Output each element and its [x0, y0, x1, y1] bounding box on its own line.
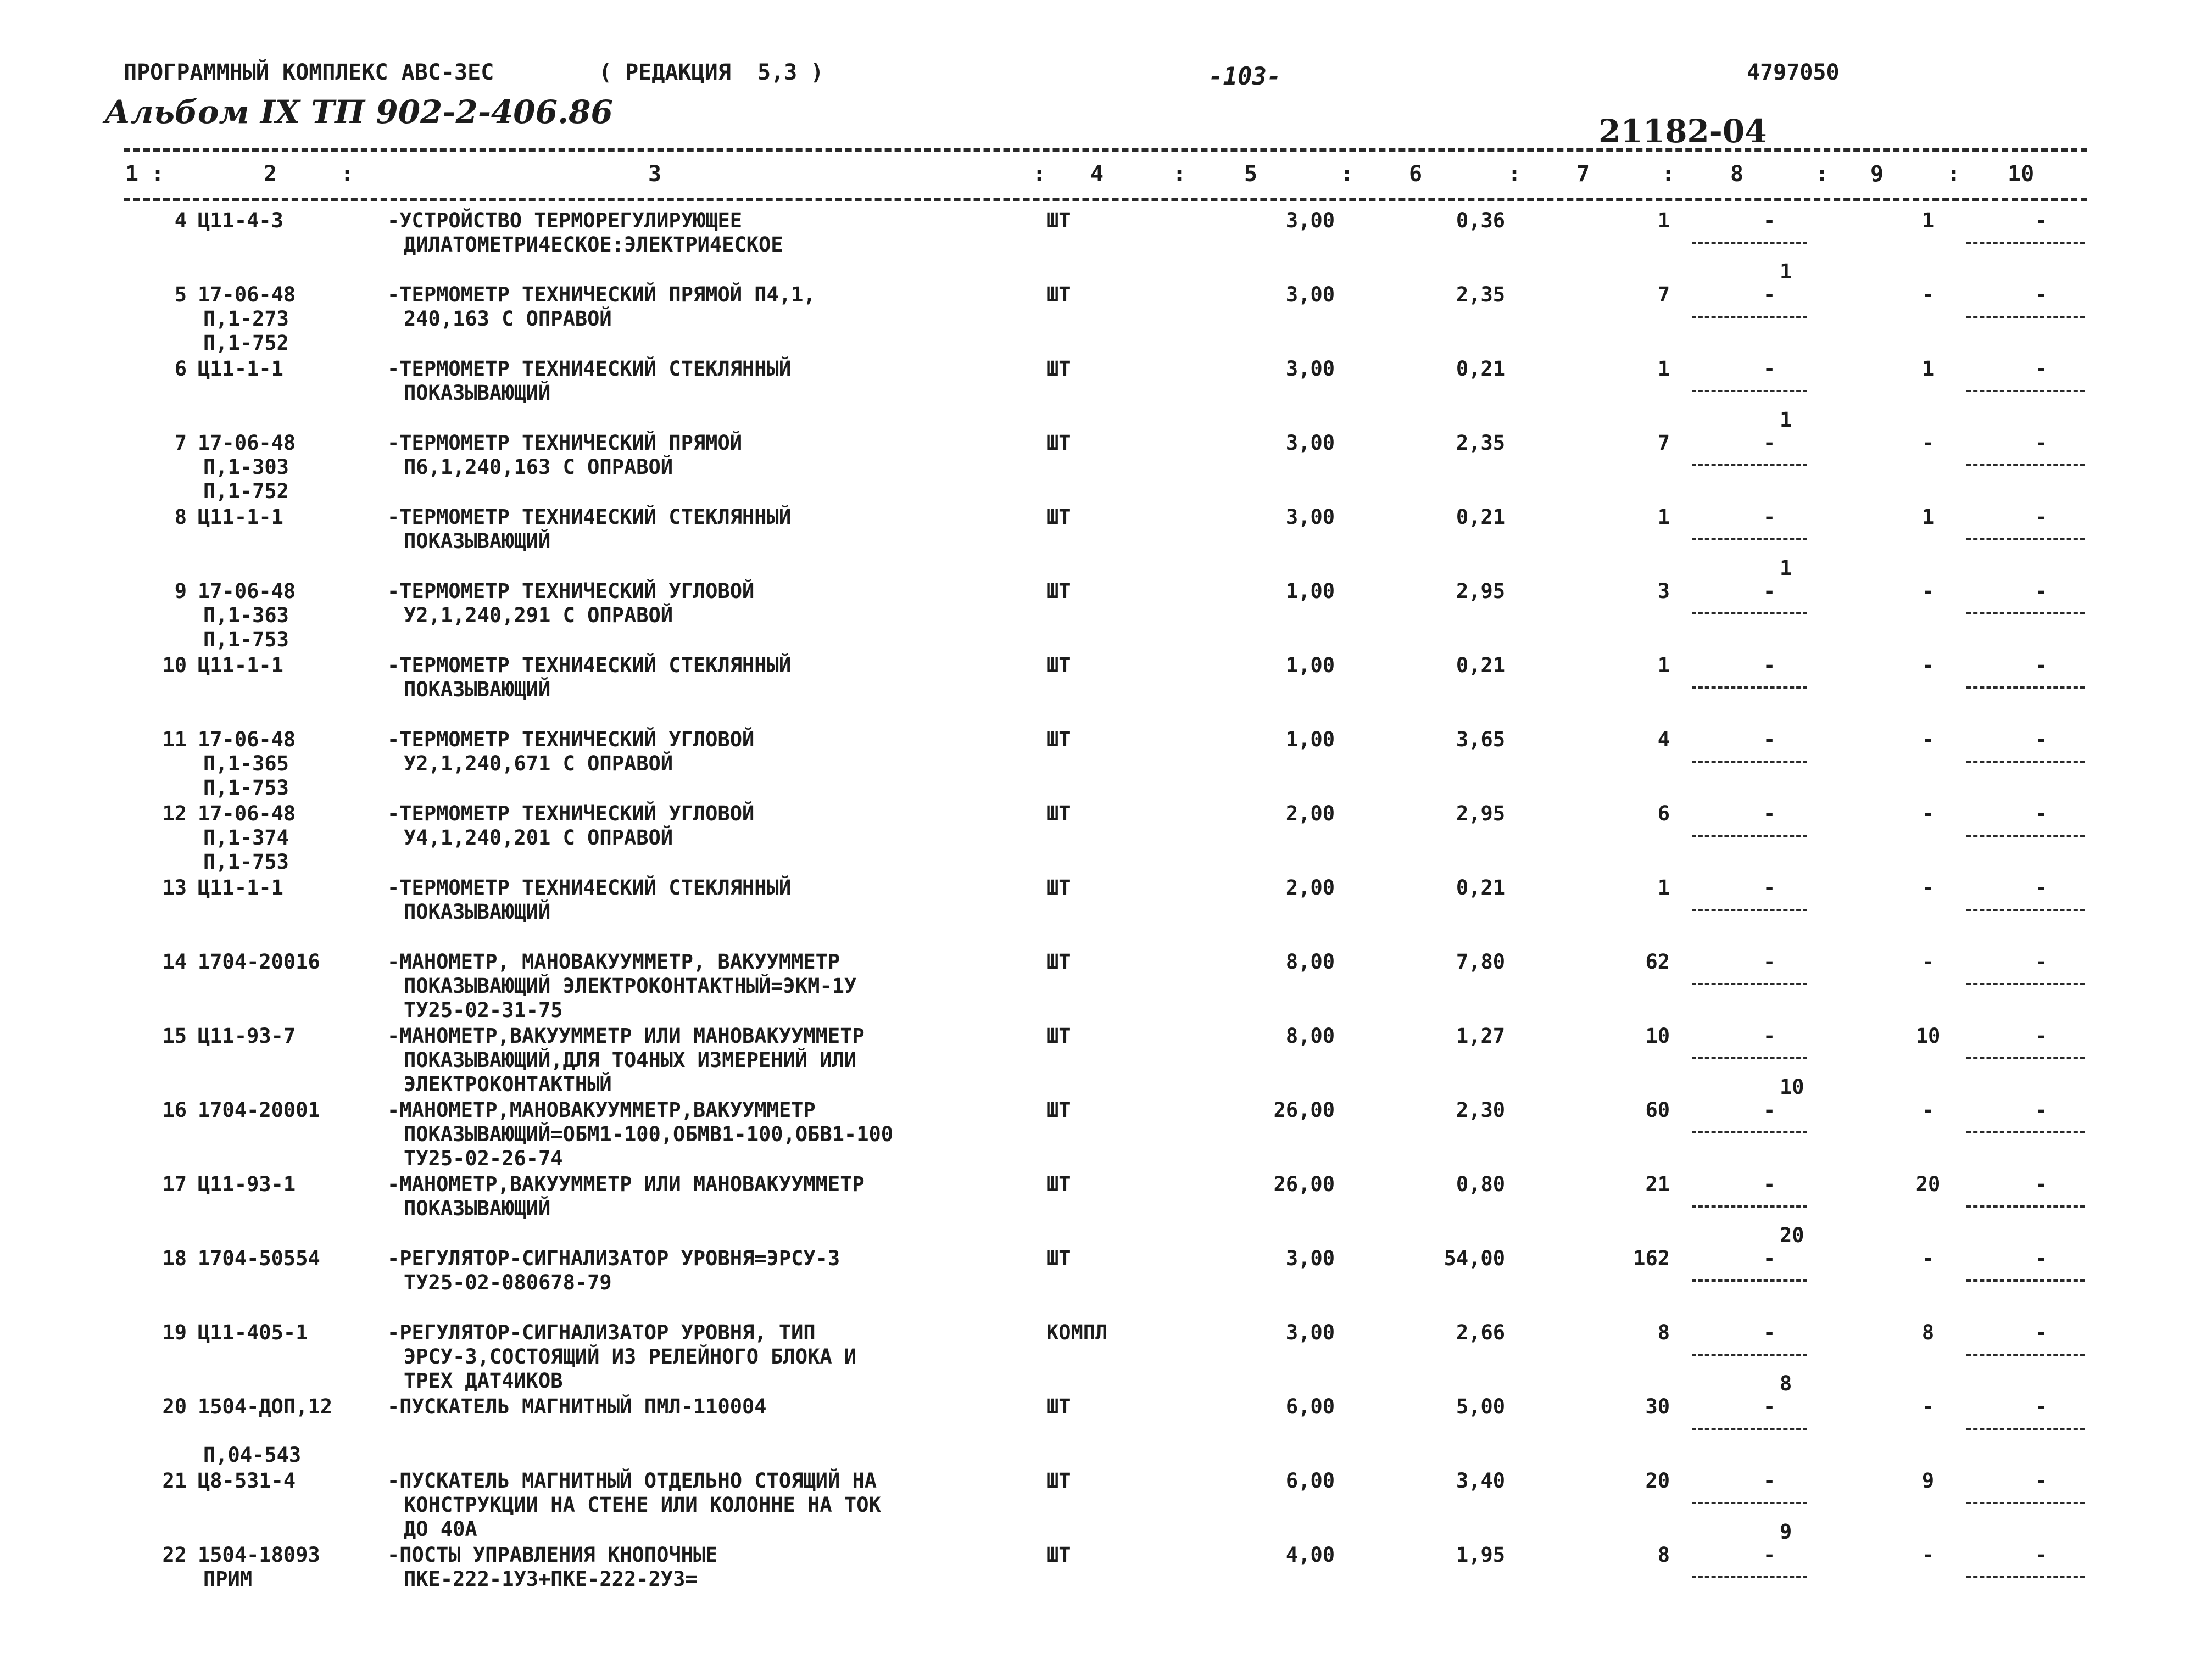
- quantity-value: 3,00: [1285, 505, 1335, 529]
- row-number: 15: [162, 1024, 187, 1048]
- row-number: 12: [162, 802, 187, 825]
- item-description: -ТЕРМОМЕТР ТЕХНИЧЕСКИЙ ПРЯМОЙ: [387, 431, 743, 455]
- unit: ШТ: [1046, 505, 1071, 529]
- col8-divider: [1692, 909, 1807, 911]
- quantity-value: 26,00: [1273, 1098, 1335, 1122]
- total-cost-value: 21: [1645, 1172, 1670, 1196]
- item-description: ДИЛАТОМЕТРИ4ЕСКОЕ:ЭЛЕКТРИ4ЕСКОЕ: [404, 233, 783, 256]
- col10-value: -: [2035, 1247, 2048, 1270]
- unit-cost-value: 54,00: [1444, 1247, 1505, 1270]
- col10-divider: [1966, 242, 2085, 244]
- col9-value: -: [1921, 950, 1935, 974]
- price-code: 17-06-48: [198, 283, 296, 306]
- document-number: 4797050: [1747, 60, 1840, 85]
- unit-cost-value: 2,35: [1456, 283, 1505, 306]
- price-code: Ц11-1-1: [198, 653, 283, 677]
- col8-divider: [1692, 242, 1807, 244]
- unit: ШТ: [1046, 209, 1071, 232]
- item-description: ПОКАЗЫВАЮЩИЙ ЭЛЕКТРОКОНТАКТНЫЙ=ЭКМ-1У: [404, 974, 857, 998]
- col10-divider: [1966, 686, 2085, 689]
- quantity-value: 1,00: [1285, 653, 1335, 677]
- row-number: 8: [174, 505, 187, 529]
- total-cost-value: 20: [1645, 1469, 1670, 1493]
- col9-value: -: [1921, 653, 1935, 677]
- quantity-value: 1,00: [1285, 728, 1335, 751]
- unit-cost-value: 0,36: [1456, 209, 1505, 232]
- unit-cost-value: 7,80: [1456, 950, 1505, 974]
- quantity-value: 4,00: [1285, 1543, 1335, 1567]
- col8-value: -: [1763, 357, 1776, 381]
- program-title: ПРОГРАММНЫЙ КОМПЛЕКС АВС-ЗЕС: [124, 60, 494, 85]
- page-number: -103-: [1208, 63, 1281, 91]
- item-description: -УСТРОЙСТВО ТЕРМОРЕГУЛИРУЮЩЕЕ: [387, 209, 743, 232]
- total-cost-value: 7: [1657, 431, 1670, 455]
- edition-label: ( РЕДАКЦИЯ 5,3 ): [599, 60, 824, 85]
- row-number: 9: [174, 579, 187, 603]
- price-code: П,1-753: [203, 776, 289, 800]
- unit-cost-value: 1,95: [1456, 1543, 1505, 1567]
- column-header-4: 4: [1090, 161, 1104, 187]
- col10-value: -: [2035, 1395, 2048, 1418]
- col10-divider: [1966, 835, 2085, 837]
- column-header-1: 1: [125, 161, 139, 187]
- unit-cost-value: 2,95: [1456, 802, 1505, 825]
- price-code: П,1-752: [203, 479, 289, 503]
- col8-value: -: [1763, 653, 1776, 677]
- unit: ШТ: [1046, 431, 1071, 455]
- col10-divider: [1966, 1131, 2085, 1133]
- item-description: -МАНОМЕТР,ВАКУУММЕТР ИЛИ МАНОВАКУУММЕТР: [387, 1172, 865, 1196]
- col8-value: -: [1763, 1172, 1776, 1196]
- column-separator: :: [151, 161, 165, 187]
- col8-top-value: 10: [1780, 1075, 1804, 1099]
- column-separator: :: [1173, 161, 1186, 187]
- col10-value: -: [2035, 802, 2048, 825]
- item-description: ПОКАЗЫВАЮЩИЙ=ОБМ1-100,ОБМВ1-100,ОБВ1-100: [404, 1122, 894, 1146]
- col8-top-value: 9: [1780, 1520, 1792, 1544]
- col9-value: -: [1921, 1395, 1935, 1418]
- column-separator: :: [1815, 161, 1829, 187]
- item-description: -ТЕРМОМЕТР ТЕХНИЧЕСКИЙ УГЛОВОЙ: [387, 579, 755, 603]
- total-cost-value: 1: [1657, 209, 1670, 232]
- price-code: П,1-363: [203, 604, 289, 627]
- unit: ШТ: [1046, 1469, 1071, 1493]
- quantity-value: 6,00: [1285, 1395, 1335, 1418]
- col8-top-value: 1: [1780, 556, 1792, 580]
- item-description: У4,1,240,201 С ОПРАВОЙ: [404, 826, 673, 850]
- col10-divider: [1966, 612, 2085, 614]
- album-handwritten: Альбом IX ТП 902-2-406.86: [104, 93, 613, 131]
- col10-value: -: [2035, 1098, 2048, 1122]
- col10-divider: [1966, 316, 2085, 318]
- total-cost-value: 1: [1657, 653, 1670, 677]
- price-code: П,04-543: [203, 1443, 302, 1467]
- col9-value: 1: [1921, 209, 1935, 232]
- column-header-9: 9: [1870, 161, 1884, 187]
- unit-cost-value: 2,95: [1456, 579, 1505, 603]
- price-code: Ц11-93-1: [198, 1172, 296, 1196]
- price-code: П,1-273: [203, 307, 289, 331]
- price-code: Ц11-1-1: [198, 357, 283, 381]
- row-number: 13: [162, 876, 187, 899]
- item-description: КОНСТРУКЦИИ НА СТЕНЕ ИЛИ КОЛОННЕ НА ТОК: [404, 1493, 881, 1517]
- col10-value: -: [2035, 283, 2048, 306]
- unit-cost-value: 3,65: [1456, 728, 1505, 751]
- row-number: 4: [174, 209, 187, 232]
- unit-cost-value: 5,00: [1456, 1395, 1505, 1418]
- col9-value: -: [1921, 1247, 1935, 1270]
- col8-value: -: [1763, 1543, 1776, 1567]
- col10-divider: [1966, 1279, 2085, 1282]
- quantity-value: 3,00: [1285, 431, 1335, 455]
- col10-value: -: [2035, 579, 2048, 603]
- col8-divider: [1692, 316, 1807, 318]
- col8-value: -: [1763, 505, 1776, 529]
- row-number: 14: [162, 950, 187, 974]
- col8-divider: [1692, 390, 1807, 392]
- item-description: -ПОСТЫ УПРАВЛЕНИЯ КНОПОЧНЫЕ: [387, 1543, 718, 1567]
- price-code: 17-06-48: [198, 579, 296, 603]
- item-description: -ТЕРМОМЕТР ТЕХНИ4ЕСКИЙ СТЕКЛЯННЫЙ: [387, 357, 792, 381]
- column-separator: :: [341, 161, 354, 187]
- item-description: ПОКАЗЫВАЮЩИЙ: [404, 381, 551, 405]
- unit-cost-value: 2,35: [1456, 431, 1505, 455]
- unit-cost-value: 1,27: [1456, 1024, 1505, 1048]
- col10-value: -: [2035, 1172, 2048, 1196]
- item-description: -ПУСКАТЕЛЬ МАГНИТНЫЙ ПМЛ-110004: [387, 1395, 767, 1418]
- price-code: Ц11-405-1: [198, 1321, 308, 1344]
- col9-value: 1: [1921, 357, 1935, 381]
- total-cost-value: 3: [1657, 579, 1670, 603]
- total-cost-value: 1: [1657, 357, 1670, 381]
- column-header-5: 5: [1244, 161, 1258, 187]
- item-description: -МАНОМЕТР,ВАКУУММЕТР ИЛИ МАНОВАКУУММЕТР: [387, 1024, 865, 1048]
- item-description: -ТЕРМОМЕТР ТЕХНИЧЕСКИЙ УГЛОВОЙ: [387, 802, 755, 825]
- col8-divider: [1692, 1502, 1807, 1504]
- item-description: -ТЕРМОМЕТР ТЕХНИ4ЕСКИЙ СТЕКЛЯННЫЙ: [387, 876, 792, 899]
- item-description: ПОКАЗЫВАЮЩИЙ: [404, 900, 551, 924]
- total-cost-value: 7: [1657, 283, 1670, 306]
- unit: ШТ: [1046, 802, 1071, 825]
- unit-cost-value: 2,66: [1456, 1321, 1505, 1344]
- price-code: Ц11-1-1: [198, 876, 283, 899]
- col10-divider: [1966, 1354, 2085, 1356]
- unit: ШТ: [1046, 876, 1071, 899]
- price-code: 17-06-48: [198, 431, 296, 455]
- price-code: 1704-20016: [198, 950, 320, 974]
- col10-divider: [1966, 909, 2085, 911]
- item-description: У2,1,240,671 С ОПРАВОЙ: [404, 752, 673, 775]
- total-cost-value: 10: [1645, 1024, 1670, 1048]
- total-cost-value: 30: [1645, 1395, 1670, 1418]
- price-code: 17-06-48: [198, 728, 296, 751]
- unit-cost-value: 3,40: [1456, 1469, 1505, 1493]
- item-description: 240,163 С ОПРАВОЙ: [404, 307, 612, 331]
- unit: ШТ: [1046, 357, 1071, 381]
- item-description: -РЕГУЛЯТОР-СИГНАЛИЗАТОР УРОВНЯ, ТИП: [387, 1321, 816, 1344]
- item-description: -ПУСКАТЕЛЬ МАГНИТНЫЙ ОТДЕЛЬНО СТОЯЩИЙ НА: [387, 1469, 877, 1493]
- unit: ШТ: [1046, 579, 1071, 603]
- col9-value: -: [1921, 802, 1935, 825]
- quantity-value: 26,00: [1273, 1172, 1335, 1196]
- row-number: 7: [174, 431, 187, 455]
- row-number: 6: [174, 357, 187, 381]
- unit: ШТ: [1046, 950, 1071, 974]
- unit: ШТ: [1046, 1098, 1071, 1122]
- col8-value: -: [1763, 1469, 1776, 1493]
- col10-divider: [1966, 983, 2085, 985]
- item-description: -РЕГУЛЯТОР-СИГНАЛИЗАТОР УРОВНЯ=ЭРСУ-3: [387, 1247, 840, 1270]
- col8-top-value: 1: [1780, 408, 1792, 432]
- col10-divider: [1966, 761, 2085, 763]
- col8-value: -: [1763, 1098, 1776, 1122]
- quantity-value: 3,00: [1285, 209, 1335, 232]
- quantity-value: 8,00: [1285, 950, 1335, 974]
- col8-value: -: [1763, 1247, 1776, 1270]
- col8-divider: [1692, 1428, 1807, 1430]
- quantity-value: 1,00: [1285, 579, 1335, 603]
- col8-value: -: [1763, 1395, 1776, 1418]
- col8-divider: [1692, 464, 1807, 466]
- unit-cost-value: 0,80: [1456, 1172, 1505, 1196]
- col8-value: -: [1763, 431, 1776, 455]
- col9-value: 9: [1921, 1469, 1935, 1493]
- col10-value: -: [2035, 505, 2048, 529]
- col8-value: -: [1763, 876, 1776, 899]
- col8-value: -: [1763, 802, 1776, 825]
- total-cost-value: 60: [1645, 1098, 1670, 1122]
- quantity-value: 2,00: [1285, 802, 1335, 825]
- quantity-value: 3,00: [1285, 357, 1335, 381]
- column-separator: :: [1340, 161, 1354, 187]
- item-description: П6,1,240,163 С ОПРАВОЙ: [404, 455, 673, 479]
- col10-value: -: [2035, 431, 2048, 455]
- item-description: ПОКАЗЫВАЮЩИЙ: [404, 678, 551, 701]
- col10-value: -: [2035, 209, 2048, 232]
- col10-divider: [1966, 1057, 2085, 1059]
- column-header-3: 3: [648, 161, 662, 187]
- col10-divider: [1966, 538, 2085, 540]
- column-separator: :: [1508, 161, 1522, 187]
- col8-value: -: [1763, 209, 1776, 232]
- row-number: 11: [162, 728, 187, 751]
- col8-top-value: 20: [1780, 1223, 1804, 1247]
- total-cost-value: 1: [1657, 505, 1670, 529]
- col8-divider: [1692, 761, 1807, 763]
- col8-value: -: [1763, 283, 1776, 306]
- column-separator: :: [1662, 161, 1675, 187]
- col8-divider: [1692, 686, 1807, 689]
- col9-value: -: [1921, 1098, 1935, 1122]
- col8-divider: [1692, 1205, 1807, 1208]
- col9-value: -: [1921, 876, 1935, 899]
- column-header-2: 2: [264, 161, 277, 187]
- unit-cost-value: 0,21: [1456, 653, 1505, 677]
- price-code: Ц8-531-4: [198, 1469, 296, 1493]
- price-code: П,1-753: [203, 628, 289, 651]
- col8-value: -: [1763, 728, 1776, 751]
- item-description: ПОКАЗЫВАЮЩИЙ,ДЛЯ ТО4НЫХ ИЗМЕРЕНИЙ ИЛИ: [404, 1048, 857, 1072]
- col10-divider: [1966, 390, 2085, 392]
- col10-value: -: [2035, 728, 2048, 751]
- quantity-value: 6,00: [1285, 1469, 1335, 1493]
- unit: ШТ: [1046, 283, 1071, 306]
- col8-value: -: [1763, 950, 1776, 974]
- column-separator: :: [1033, 161, 1046, 187]
- price-code: Ц11-1-1: [198, 505, 283, 529]
- total-cost-value: 8: [1657, 1543, 1670, 1567]
- item-description: -МАНОМЕТР, МАНОВАКУУММЕТР, ВАКУУММЕТР: [387, 950, 840, 974]
- row-number: 21: [162, 1469, 187, 1493]
- item-description: ПОКАЗЫВАЮЩИЙ: [404, 1197, 551, 1220]
- item-description: ЭЛЕКТРОКОНТАКТНЫЙ: [404, 1072, 612, 1096]
- row-number: 5: [174, 283, 187, 306]
- col9-value: -: [1921, 283, 1935, 306]
- column-separator: :: [1947, 161, 1961, 187]
- col9-value: -: [1921, 728, 1935, 751]
- price-code: П,1-752: [203, 331, 289, 355]
- price-code: 1504-18093: [198, 1543, 320, 1567]
- unit-cost-value: 0,21: [1456, 505, 1505, 529]
- col9-value: -: [1921, 431, 1935, 455]
- col8-divider: [1692, 1576, 1807, 1578]
- col8-divider: [1692, 1057, 1807, 1059]
- column-header-6: 6: [1409, 161, 1423, 187]
- unit: ШТ: [1046, 728, 1071, 751]
- row-number: 10: [162, 653, 187, 677]
- quantity-value: 8,00: [1285, 1024, 1335, 1048]
- row-number: 19: [162, 1321, 187, 1344]
- total-cost-value: 1: [1657, 876, 1670, 899]
- item-description: -ТЕРМОМЕТР ТЕХНИ4ЕСКИЙ СТЕКЛЯННЫЙ: [387, 505, 792, 529]
- price-code: 17-06-48: [198, 802, 296, 825]
- row-number: 16: [162, 1098, 187, 1122]
- quantity-value: 2,00: [1285, 876, 1335, 899]
- col8-value: -: [1763, 1321, 1776, 1344]
- column-header-8: 8: [1730, 161, 1744, 187]
- unit: ШТ: [1046, 1172, 1071, 1196]
- col8-divider: [1692, 983, 1807, 985]
- row-number: 22: [162, 1543, 187, 1567]
- unit-cost-value: 2,30: [1456, 1098, 1505, 1122]
- col8-divider: [1692, 1279, 1807, 1282]
- item-description: ДО 40А: [404, 1517, 477, 1541]
- unit: ШТ: [1046, 1543, 1071, 1567]
- col9-value: -: [1921, 1543, 1935, 1567]
- price-code: П,1-365: [203, 752, 289, 775]
- unit: КОМПЛ: [1046, 1321, 1108, 1344]
- col8-divider: [1692, 538, 1807, 540]
- unit: ШТ: [1046, 653, 1071, 677]
- col10-value: -: [2035, 653, 2048, 677]
- item-description: ТУ25-02-26-74: [404, 1147, 563, 1170]
- col8-divider: [1692, 1354, 1807, 1356]
- col8-divider: [1692, 1131, 1807, 1133]
- item-description: -МАНОМЕТР,МАНОВАКУУММЕТР,ВАКУУММЕТР: [387, 1098, 816, 1122]
- col9-value: 8: [1921, 1321, 1935, 1344]
- top-rule: [124, 148, 2087, 152]
- item-description: У2,1,240,291 С ОПРАВОЙ: [404, 604, 673, 627]
- total-cost-value: 6: [1657, 802, 1670, 825]
- column-header-7: 7: [1576, 161, 1590, 187]
- col8-divider: [1692, 612, 1807, 614]
- row-number: 18: [162, 1247, 187, 1270]
- quantity-value: 3,00: [1285, 283, 1335, 306]
- col10-value: -: [2035, 1321, 2048, 1344]
- price-code: 1704-20001: [198, 1098, 320, 1122]
- item-description: ПКЕ-222-1У3+ПКЕ-222-2У3=: [404, 1567, 698, 1591]
- col10-value: -: [2035, 357, 2048, 381]
- column-header-10: 10: [2008, 161, 2035, 187]
- item-description: -ТЕРМОМЕТР ТЕХНИ4ЕСКИЙ СТЕКЛЯННЫЙ: [387, 653, 792, 677]
- price-code: 1504-ДОП,12: [198, 1395, 333, 1418]
- item-description: ЭРСУ-3,СОСТОЯЩИЙ ИЗ РЕЛЕЙНОГО БЛОКА И: [404, 1345, 857, 1368]
- item-description: ТРЕХ ДАТ4ИКОВ: [404, 1369, 563, 1393]
- col8-value: -: [1763, 1024, 1776, 1048]
- unit: ШТ: [1046, 1024, 1071, 1048]
- item-description: ТУ25-02-31-75: [404, 998, 563, 1022]
- col10-divider: [1966, 1502, 2085, 1504]
- total-cost-value: 4: [1657, 728, 1670, 751]
- unit-cost-value: 0,21: [1456, 357, 1505, 381]
- col8-value: -: [1763, 579, 1776, 603]
- col9-value: -: [1921, 579, 1935, 603]
- col10-divider: [1966, 1576, 2085, 1578]
- price-code: П,1-753: [203, 850, 289, 874]
- col8-top-value: 8: [1780, 1372, 1792, 1395]
- total-cost-value: 8: [1657, 1321, 1670, 1344]
- unit: ШТ: [1046, 1247, 1071, 1270]
- row-number: 17: [162, 1172, 187, 1196]
- col9-value: 1: [1921, 505, 1935, 529]
- col10-value: -: [2035, 876, 2048, 899]
- price-code: Ц11-93-7: [198, 1024, 296, 1048]
- col8-top-value: 1: [1780, 260, 1792, 283]
- price-code: ПРИМ: [203, 1567, 253, 1591]
- unit-cost-value: 0,21: [1456, 876, 1505, 899]
- total-cost-value: 162: [1633, 1247, 1670, 1270]
- col10-value: -: [2035, 1543, 2048, 1567]
- price-code: П,1-374: [203, 826, 289, 850]
- item-description: -ТЕРМОМЕТР ТЕХНИЧЕСКИЙ УГЛОВОЙ: [387, 728, 755, 751]
- col10-divider: [1966, 1205, 2085, 1208]
- item-description: ПОКАЗЫВАЮЩИЙ: [404, 529, 551, 553]
- price-code: Ц11-4-3: [198, 209, 283, 232]
- price-code: П,1-303: [203, 455, 289, 479]
- header-bottom-rule: [124, 198, 2087, 201]
- quantity-value: 3,00: [1285, 1321, 1335, 1344]
- col10-divider: [1966, 1428, 2085, 1430]
- col9-value: 10: [1915, 1024, 1941, 1048]
- price-code: 1704-50554: [198, 1247, 320, 1270]
- total-cost-value: 62: [1645, 950, 1670, 974]
- row-number: 20: [162, 1395, 187, 1418]
- code-handwritten: 21182-04: [1598, 113, 1767, 150]
- col9-value: 20: [1915, 1172, 1941, 1196]
- quantity-value: 3,00: [1285, 1247, 1335, 1270]
- unit: ШТ: [1046, 1395, 1071, 1418]
- col8-divider: [1692, 835, 1807, 837]
- col10-value: -: [2035, 1024, 2048, 1048]
- col10-divider: [1966, 464, 2085, 466]
- item-description: -ТЕРМОМЕТР ТЕХНИЧЕСКИЙ ПРЯМОЙ П4,1,: [387, 283, 816, 306]
- item-description: ТУ25-02-080678-79: [404, 1271, 612, 1294]
- col10-value: -: [2035, 950, 2048, 974]
- col10-value: -: [2035, 1469, 2048, 1493]
